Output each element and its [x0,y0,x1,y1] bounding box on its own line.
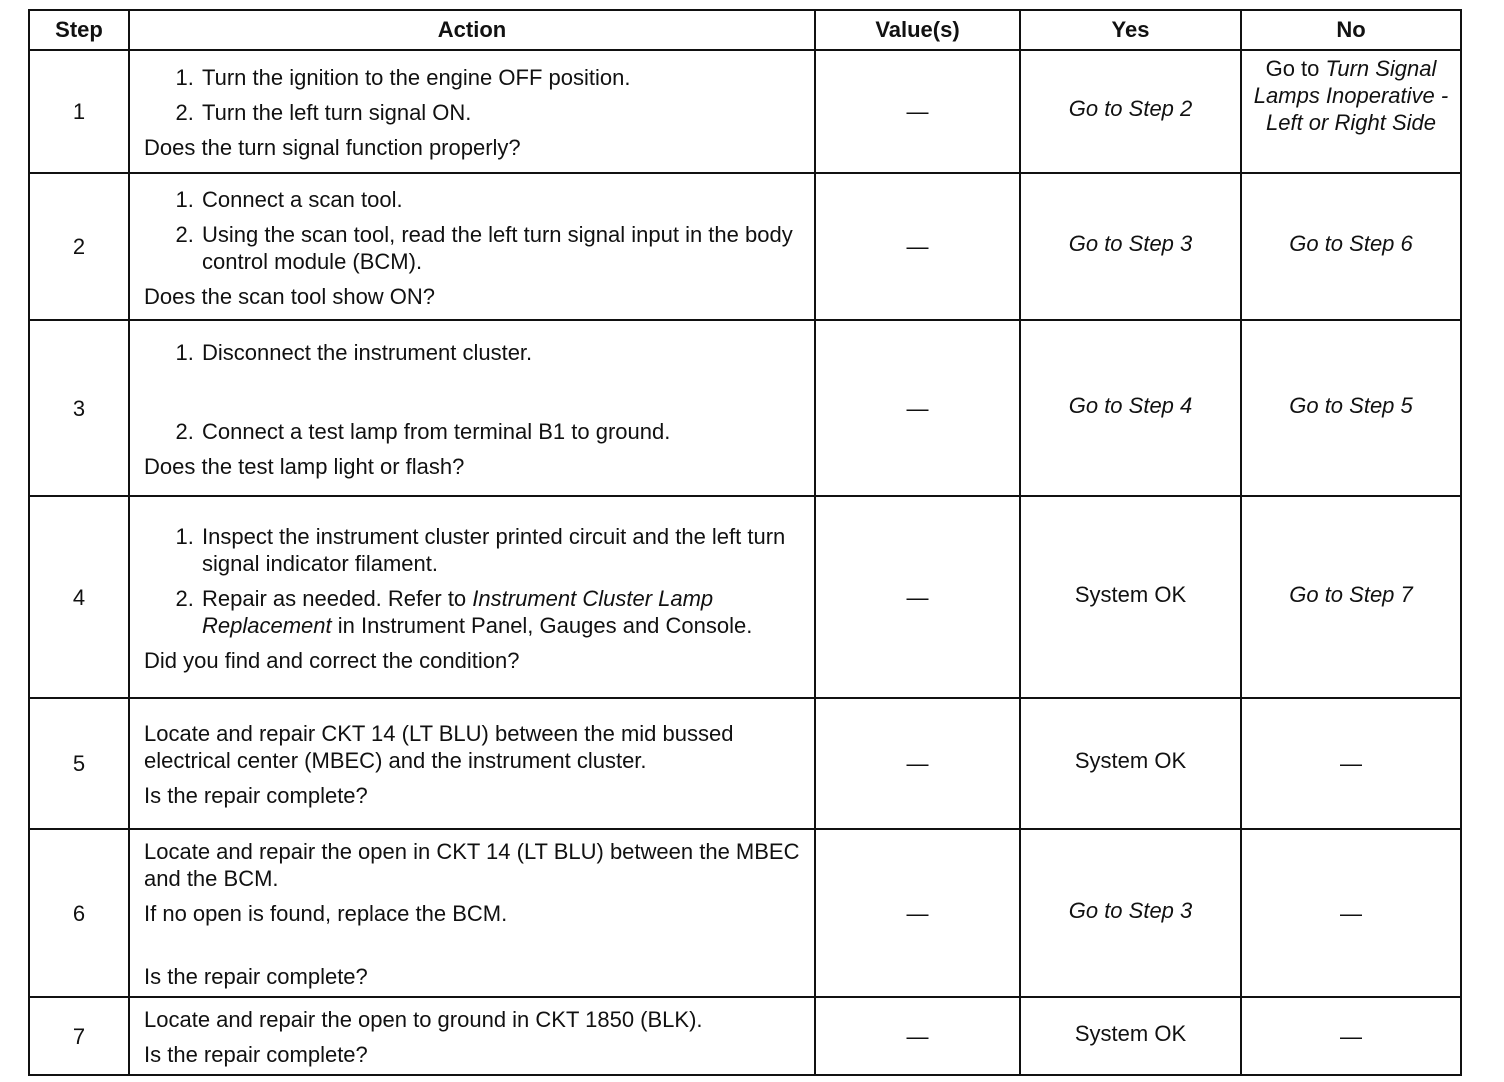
value-cell: — [815,698,1020,829]
action-item: 1. Turn the ignition to the engine OFF position. [200,64,800,91]
step-number: 3 [29,320,129,496]
action-question: Is the repair complete? [144,783,368,808]
no-prefix: Go to [1265,56,1320,81]
header-no: No [1241,10,1461,50]
step-number: 6 [29,829,129,997]
action-question: Does the scan tool show ON? [144,283,436,309]
action-text: in Instrument Panel, Gauges and Console. [337,612,753,638]
spacer [144,935,800,963]
table-row [29,173,1461,320]
action-item: 2. Connect a test lamp from terminal B1 to ground. [200,418,800,445]
header-row [29,10,1461,50]
action-list [144,339,800,445]
action-item: 1. Disconnect the instrument cluster. [200,339,800,366]
step-number: 5 [29,698,129,829]
action-item: 2. Using the scan tool, read the left turn signal input in the body control module (BCM). [200,221,800,275]
table-row [29,829,1461,997]
no-cell: — [1241,997,1461,1075]
value-cell: — [815,50,1020,173]
no-link-text: Go to Step 6 [1289,231,1413,256]
no-cell [1241,173,1461,320]
no-link-text: Go to Step 5 [1289,392,1413,418]
step-number: 2 [29,173,129,320]
yes-cell [1020,173,1241,320]
yes-link-text: Go to Step 3 [1068,897,1193,923]
no-cell: — [1241,698,1461,829]
yes-link-text: Go to Step 4 [1068,392,1193,418]
action-text: If no open is found, replace the BCM. [144,901,508,926]
action-question: Does the test lamp light or flash? [144,453,465,479]
action-cell [129,496,815,698]
no-cell [1241,496,1461,698]
yes-cell [1020,829,1241,997]
action-item: 1. Inspect the instrument cluster printed circuit and the left turn signal indicator filament. [200,523,800,577]
header-action: Action [129,10,815,50]
action-cell [129,50,815,173]
action-cell [129,320,815,496]
no-link-text: Turn Signal Lamps Inoperative - Left or Right Side [1253,56,1449,135]
action-list [144,64,800,126]
action-cell [129,698,815,829]
action-question: Is the repair complete? [144,1042,368,1067]
header-yes: Yes [1020,10,1241,50]
yes-cell: System OK [1020,698,1241,829]
action-text: Repair as needed. Refer to [202,585,467,611]
yes-link-text: Go to Step 2 [1068,96,1193,121]
value-cell: — [815,496,1020,698]
yes-cell: System OK [1020,496,1241,698]
reference-title: Instrument Cluster Lamp Replacement [202,585,714,638]
diagnostic-table [28,9,1462,1076]
action-text: Locate and repair the open in CKT 14 (LT BLU) between the MBEC and the BCM. [144,839,800,891]
step-number: 4 [29,496,129,698]
action-list [144,186,800,275]
no-link-text: Go to Step 7 [1289,581,1413,607]
action-item [200,585,800,639]
table-row [29,496,1461,698]
action-cell [129,173,815,320]
action-cell [129,997,815,1075]
value-cell: — [815,320,1020,496]
action-question: Is the repair complete? [144,964,368,989]
no-cell: — [1241,829,1461,997]
action-cell [129,829,815,997]
value-cell: — [815,173,1020,320]
spacer [200,374,800,410]
action-question: Did you find and correct the condition? [144,647,520,673]
yes-cell [1020,320,1241,496]
header-values: Value(s) [815,10,1020,50]
action-text: Locate and repair CKT 14 (LT BLU) between the mid bussed electrical center (MBEC) and the instrument cluster. [144,721,734,773]
action-list [144,523,800,639]
action-question: Does the turn signal function properly? [144,135,521,160]
table-row [29,698,1461,829]
yes-link-text: Go to Step 3 [1068,231,1193,256]
table-row [29,997,1461,1075]
step-number: 7 [29,997,129,1075]
action-item: 2. Turn the left turn signal ON. [200,99,800,126]
table-row [29,50,1461,173]
action-item: 1. Connect a scan tool. [200,186,800,213]
no-cell [1241,50,1461,173]
no-cell [1241,320,1461,496]
value-cell: — [815,997,1020,1075]
action-text: Locate and repair the open to ground in CKT 1850 (BLK). [144,1007,703,1032]
yes-cell: System OK [1020,997,1241,1075]
header-step: Step [29,10,129,50]
yes-cell [1020,50,1241,173]
table-row [29,320,1461,496]
value-cell: — [815,829,1020,997]
step-number: 1 [29,50,129,173]
